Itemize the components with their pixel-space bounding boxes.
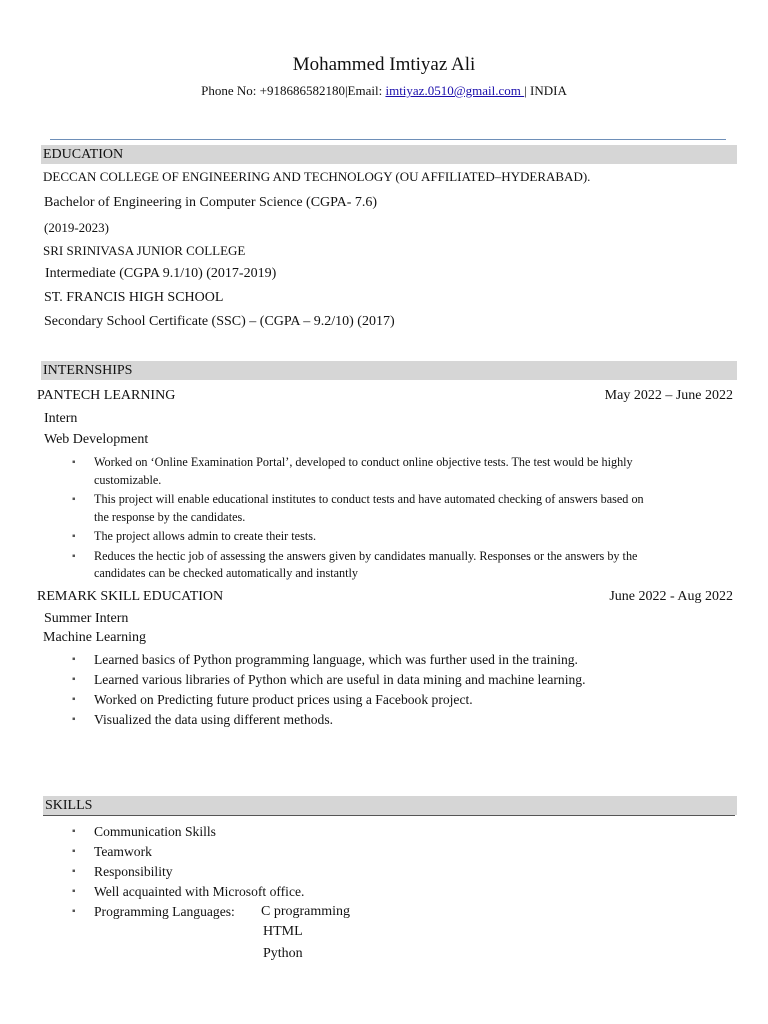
bullet-text: Worked on ‘Online Examination Portal’, developed to conduct online objective tests. The test would be highly bbox=[94, 455, 633, 469]
list-item bbox=[72, 454, 732, 489]
list-item bbox=[72, 528, 732, 546]
skills-heading: SKILLS bbox=[43, 796, 737, 815]
bullet-text: The project allows admin to create their tests. bbox=[94, 529, 317, 543]
education-line: ST. FRANCIS HIGH SCHOOL bbox=[44, 290, 224, 305]
list-item bbox=[72, 842, 472, 862]
internship-dates: May 2022 – June 2022 bbox=[604, 388, 733, 403]
list-item bbox=[72, 690, 732, 710]
list-item bbox=[72, 862, 472, 882]
bullet-icon: ▪ bbox=[72, 886, 76, 897]
bullet-icon: ▪ bbox=[72, 714, 76, 725]
internship-role: Summer Intern bbox=[44, 611, 129, 626]
skill-text: Programming Languages: bbox=[94, 904, 235, 919]
skill-text: Teamwork bbox=[94, 844, 152, 859]
internship-bullets bbox=[72, 454, 732, 585]
bullet-icon: ▪ bbox=[72, 826, 76, 837]
header-divider bbox=[50, 139, 726, 140]
bullet-icon: ▪ bbox=[72, 457, 76, 468]
candidate-name: Mohammed Imtiyaz Ali bbox=[292, 54, 476, 75]
bullet-icon: ▪ bbox=[72, 674, 76, 685]
education-line: SRI SRINIVASA JUNIOR COLLEGE bbox=[43, 243, 246, 258]
bullet-text: Learned various libraries of Python which are useful in data mining and machine learning. bbox=[94, 672, 586, 687]
education-line: Intermediate (CGPA 9.1/10) (2017-2019) bbox=[45, 266, 277, 281]
education-line: Bachelor of Engineering in Computer Science (CGPA- 7.6) bbox=[44, 195, 378, 210]
contact-line bbox=[0, 83, 768, 99]
email-link[interactable]: imtiyaz.0510@gmail.com bbox=[385, 83, 525, 98]
skills-divider bbox=[43, 815, 735, 816]
bullet-icon: ▪ bbox=[72, 846, 76, 857]
bullet-text-cont: customizable. bbox=[94, 472, 162, 487]
bullet-text-cont: the response by the candidates. bbox=[94, 509, 246, 524]
bullet-icon: ▪ bbox=[72, 550, 76, 562]
internship-role: Intern bbox=[44, 411, 78, 426]
bullet-text: Visualized the data using different methods. bbox=[94, 712, 334, 727]
bullet-text-cont: candidates can be checked automatically and instantly bbox=[94, 566, 358, 580]
location-text: | INDIA bbox=[524, 83, 567, 98]
list-item bbox=[72, 822, 472, 842]
language-item: HTML bbox=[263, 924, 303, 939]
skill-text: Communication Skills bbox=[94, 824, 216, 839]
language-item: C programming bbox=[261, 904, 351, 919]
bullet-text: Worked on Predicting future product prices using a Facebook project. bbox=[94, 692, 473, 707]
skill-text: Well acquainted with Microsoft office. bbox=[94, 884, 305, 899]
internship-bullets bbox=[72, 650, 732, 730]
phone-text: Phone No: +918686582180|Email: bbox=[201, 83, 386, 98]
internship-company: PANTECH LEARNING bbox=[37, 388, 176, 403]
bullet-icon: ▪ bbox=[72, 531, 76, 542]
education-heading: EDUCATION bbox=[41, 145, 737, 164]
internship-field: Machine Learning bbox=[43, 630, 147, 645]
internship-field: Web Development bbox=[44, 432, 149, 447]
skill-text: Responsibility bbox=[94, 864, 173, 879]
bullet-text: Learned basics of Python programming language, which was further used in the training. bbox=[94, 652, 578, 667]
bullet-icon: ▪ bbox=[72, 494, 76, 505]
bullet-icon: ▪ bbox=[72, 866, 76, 877]
bullet-icon: ▪ bbox=[72, 654, 76, 665]
education-line: Secondary School Certificate (SSC) – (CGPA – 9.2/10) (2017) bbox=[44, 314, 395, 329]
list-item bbox=[72, 548, 732, 583]
bullet-icon: ▪ bbox=[72, 694, 76, 705]
list-item bbox=[72, 882, 472, 902]
internships-heading: INTERNSHIPS bbox=[41, 361, 737, 380]
internship-dates: June 2022 - Aug 2022 bbox=[609, 589, 733, 604]
list-item bbox=[72, 650, 732, 670]
bullet-icon: ▪ bbox=[72, 906, 76, 917]
language-item: Python bbox=[263, 946, 303, 961]
education-line: (2019-2023) bbox=[44, 220, 109, 235]
internship-company: REMARK SKILL EDUCATION bbox=[37, 589, 224, 604]
bullet-text: Reduces the hectic job of assessing the answers given by candidates manually. Responses or the answers by the bbox=[94, 548, 638, 563]
bullet-text: This project will enable educational institutes to conduct tests and have automated checking of answers based on bbox=[94, 492, 644, 506]
list-item bbox=[72, 491, 732, 526]
list-item bbox=[72, 710, 732, 730]
list-item bbox=[72, 670, 732, 690]
education-line: DECCAN COLLEGE OF ENGINEERING AND TECHNOLOGY (OU AFFILIATED–HYDERABAD). bbox=[43, 169, 591, 184]
